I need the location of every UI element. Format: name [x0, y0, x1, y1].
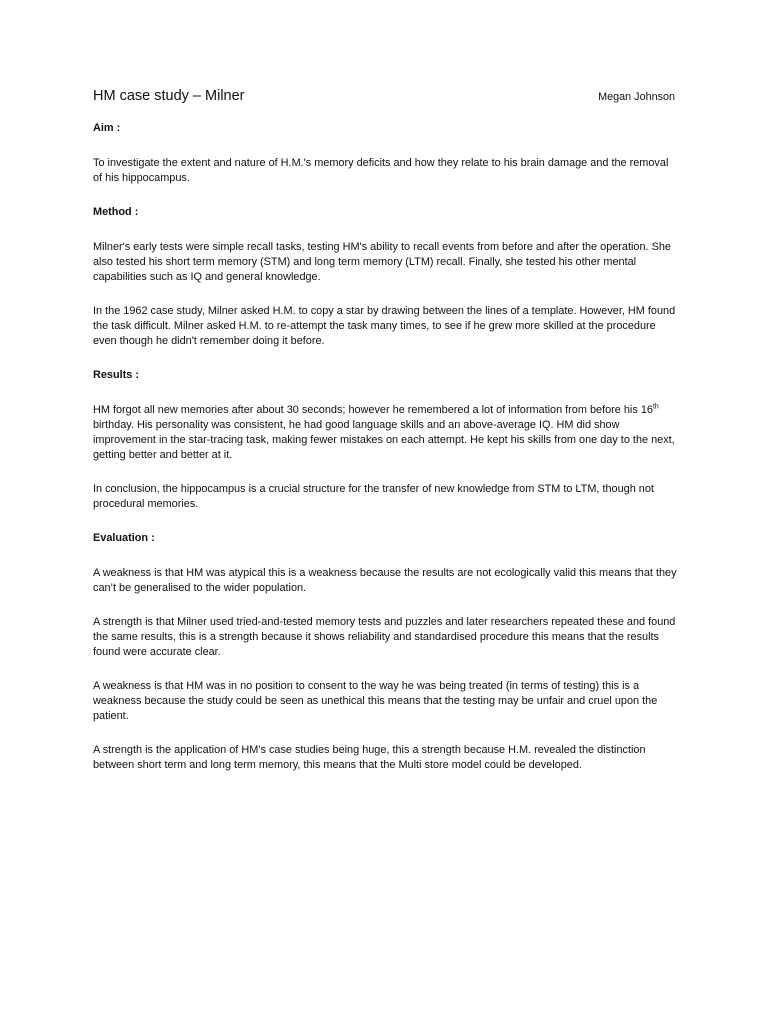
aim-heading: Aim :: [93, 122, 121, 134]
author-name: Megan Johnson: [598, 91, 675, 103]
document-header: [93, 86, 675, 108]
evaluation-paragraph: A weakness is that HM was atypical this is a weakness because the results are not ecologically valid this means that they can’t be generalised to the wider population.: [93, 567, 677, 594]
method-heading: Method :: [93, 206, 139, 218]
results-text-end: birthday. His personality was consistent, he had good language skills and an above-average IQ. HM did show improvement in the star-tracing task, making fewer mistakes on each attempt. He kept his skills from one day to the next, getting better and better at it.: [93, 419, 675, 461]
results-heading: Results :: [93, 369, 139, 381]
ordinal-superscript: th: [652, 403, 659, 411]
results-paragraph: [93, 403, 678, 463]
evaluation-heading: Evaluation :: [93, 532, 155, 544]
method-paragraph: In the 1962 case study, Milner asked H.M. to copy a star by drawing between the lines of a template. However, HM found the task difficult. Milner asked H.M. to re-attempt the task many times, to see if he grew more skilled at the procedure even though he didn't remember doing it before.: [93, 305, 676, 347]
results-text-start: HM forgot all new memories after about 30 seconds; however he remembered a lot of information from before his 16: [93, 404, 653, 416]
document-body: [93, 121, 678, 773]
method-paragraph: Milner's early tests were simple recall tasks, testing HM's ability to recall events from before and after the operation. She also tested his short term memory (STM) and long term memory (LTM) recall. Finally, she tested his other mental capabilities such as IQ and general knowledge.: [93, 241, 671, 283]
evaluation-paragraph: A strength is that Milner used tried-and-tested memory tests and puzzles and later researchers repeated these and found the same results, this is a strength because it shows reliability and standardised procedure this means that the results found were accurate clear.: [93, 616, 676, 658]
aim-paragraph: To investigate the extent and nature of H.M.'s memory deficits and how they relate to his brain damage and the removal of his hippocampus.: [93, 157, 669, 184]
conclusion-paragraph: In conclusion, the hippocampus is a crucial structure for the transfer of new knowledge from STM to LTM, though not procedural memories.: [93, 483, 654, 510]
evaluation-paragraph: A strength is the application of HM’s case studies being huge, this a strength because H.M. revealed the distinction between short term and long term memory, this means that the Multi store model could be developed.: [93, 744, 646, 771]
document-title: HM case study – Milner: [93, 88, 245, 104]
evaluation-paragraph: A weakness is that HM was in no position to consent to the way he was being treated (in terms of testing) this is a weakness because the study could be seen as unethical this means that the testing may be unfair and cruel upon the patient.: [93, 680, 658, 722]
